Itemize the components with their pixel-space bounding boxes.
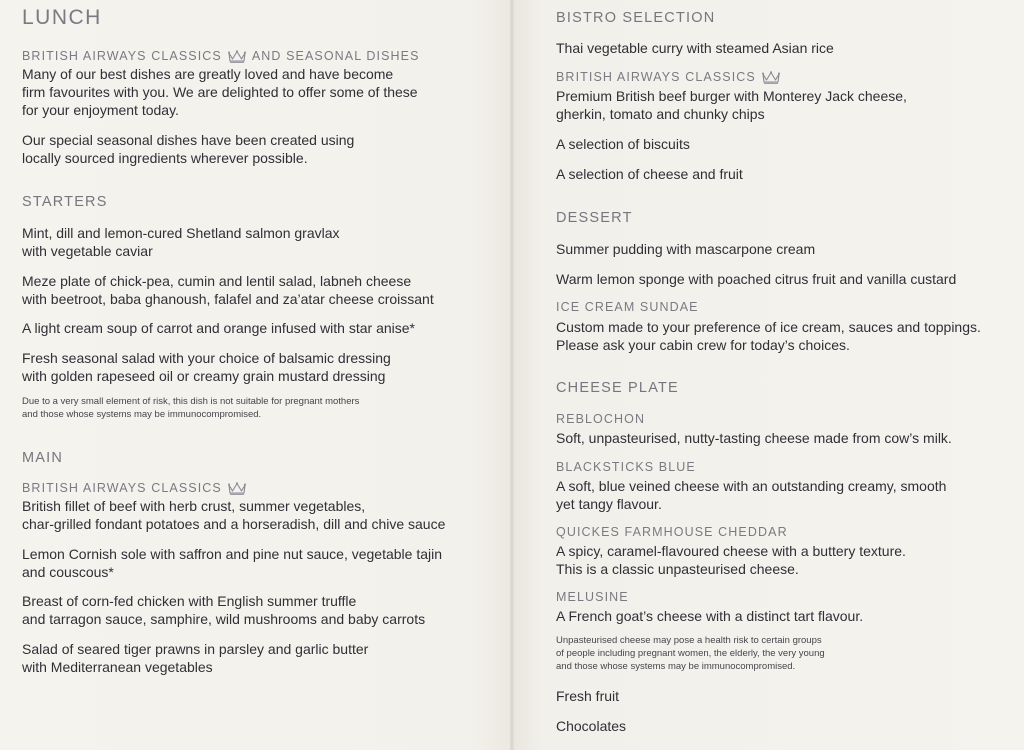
dessert-item: Summer pudding with mascarpone cream: [556, 241, 816, 257]
starter-item: Mint, dill and lemon-cured Shetland salmon gravlax with vegetable caviar: [22, 225, 340, 259]
page-fold: [510, 0, 514, 750]
cheese-footnote: Unpasteurised cheese may pose a health risk to certain groups of people including pregnant women, the elderly, the very young and those whose systems may be immunocompromised.: [556, 635, 825, 672]
dessert-heading: DESSERT: [556, 210, 633, 226]
starters-footnote: Due to a very small element of risk, this dish is not suitable for pregnant mothers and those whose systems may be immunocompromised.: [22, 396, 360, 420]
bistro-classics-item: Premium British beef burger with Monterey Jack cheese, gherkin, tomato and chunky chips: [556, 88, 907, 122]
cheese-description: A soft, blue veined cheese with an outstanding creamy, smooth yet tangy flavour.: [556, 478, 947, 512]
cheese-fruit-item: A selection of cheese and fruit: [556, 166, 743, 182]
bistro-classics-label: BRITISH AIRWAYS CLASSICS: [556, 70, 756, 84]
starters-heading: STARTERS: [22, 194, 108, 210]
chocolates-item: Chocolates: [556, 718, 627, 734]
cheese-name: BLACKSTICKS BLUE: [556, 460, 696, 474]
main-item: Salad of seared tiger prawns in parsley and garlic butter with Mediterranean vegetables: [22, 641, 369, 675]
biscuits-item: A selection of biscuits: [556, 136, 690, 152]
classics-heading-part-a: BRITISH AIRWAYS CLASSICS: [22, 49, 222, 63]
cheese-description: A French goat’s cheese with a distinct tart flavour.: [556, 608, 864, 624]
main-classics-label: BRITISH AIRWAYS CLASSICS: [22, 481, 222, 495]
classics-heading-part-b: AND SEASONAL DISHES: [251, 49, 420, 63]
main-item: Lemon Cornish sole with saffron and pine nut sauce, vegetable tajin and couscous*: [22, 546, 443, 580]
main-classics-heading: [22, 481, 252, 495]
classics-seasonal-heading: [22, 49, 420, 63]
intro-paragraph-2: Our special seasonal dishes have been created using locally sourced ingredients wherever possible.: [22, 132, 355, 166]
bistro-heading: BISTRO SELECTION: [556, 10, 716, 26]
crown-icon: [762, 71, 780, 84]
main-item: British fillet of beef with herb crust, summer vegetables, char-grilled fondant potatoes and a horseradish, dill and chive sauce: [22, 498, 446, 532]
lunch-title: LUNCH: [22, 6, 102, 29]
cheese-description: Soft, unpasteurised, nutty-tasting cheese made from cow’s milk.: [556, 430, 952, 446]
starter-item: Meze plate of chick-pea, cumin and lentil salad, labneh cheese with beetroot, baba ghanoush, falafel and za’atar cheese croissant: [22, 273, 434, 307]
cheese-name: QUICKES FARMHOUSE CHEDDAR: [556, 525, 788, 539]
crown-icon: [228, 482, 246, 495]
dessert-item: Warm lemon sponge with poached citrus fruit and vanilla custard: [556, 271, 957, 287]
bistro-item: Thai vegetable curry with steamed Asian rice: [556, 40, 834, 56]
starter-item: Fresh seasonal salad with your choice of balsamic dressing with golden rapeseed oil or creamy grain mustard dressing: [22, 350, 391, 384]
starter-item: A light cream soup of carrot and orange infused with star anise*: [22, 320, 415, 336]
sundae-heading: ICE CREAM SUNDAE: [556, 300, 699, 314]
cheese-name: MELUSINE: [556, 590, 629, 604]
bistro-classics-heading: [556, 70, 786, 84]
cheese-plate-heading: CHEESE PLATE: [556, 380, 679, 396]
right-page: [512, 0, 1024, 750]
cheese-description: A spicy, caramel-flavoured cheese with a buttery texture. This is a classic unpasteurised cheese.: [556, 543, 906, 577]
cheese-name: REBLOCHON: [556, 412, 646, 426]
fresh-fruit-item: Fresh fruit: [556, 688, 620, 704]
main-item: Breast of corn-fed chicken with English summer truffle and tarragon sauce, samphire, wild mushrooms and baby carrots: [22, 593, 426, 627]
crown-icon: [228, 50, 246, 63]
sundae-text: Custom made to your preference of ice cream, sauces and toppings. Please ask your cabin crew for today’s choices.: [556, 319, 981, 353]
intro-paragraph-1: Many of our best dishes are greatly loved and have become firm favourites with you. We are delighted to offer some of these for your enjoyment today.: [22, 66, 418, 118]
main-heading: MAIN: [22, 450, 64, 466]
